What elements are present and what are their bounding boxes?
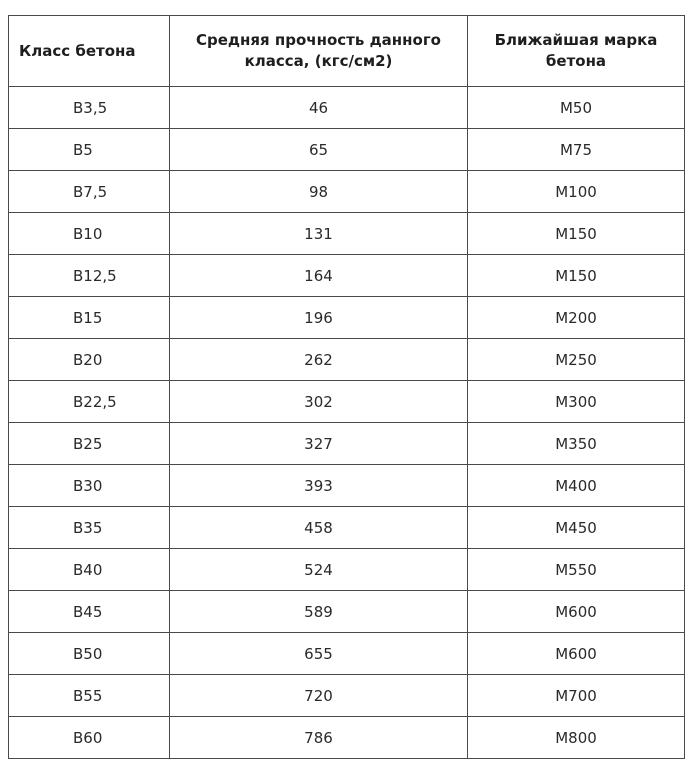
header-average-strength: Средняя прочность данного класса, (кгс/см2) xyxy=(170,16,468,87)
table-row xyxy=(9,633,685,675)
cell-average-strength: 589 xyxy=(170,591,468,633)
table-row xyxy=(9,87,685,129)
cell-concrete-class: B10 xyxy=(9,213,170,255)
cell-average-strength: 262 xyxy=(170,339,468,381)
cell-concrete-class: B12,5 xyxy=(9,255,170,297)
cell-average-strength: 524 xyxy=(170,549,468,591)
cell-nearest-grade: M75 xyxy=(468,129,685,171)
cell-nearest-grade: M300 xyxy=(468,381,685,423)
cell-nearest-grade: M150 xyxy=(468,255,685,297)
cell-concrete-class: B20 xyxy=(9,339,170,381)
table-row xyxy=(9,465,685,507)
cell-concrete-class: B50 xyxy=(9,633,170,675)
cell-nearest-grade: M550 xyxy=(468,549,685,591)
header-nearest-grade: Ближайшая марка бетона xyxy=(468,16,685,87)
cell-nearest-grade: M600 xyxy=(468,633,685,675)
cell-concrete-class: B40 xyxy=(9,549,170,591)
table-row xyxy=(9,591,685,633)
cell-concrete-class: B35 xyxy=(9,507,170,549)
cell-nearest-grade: M150 xyxy=(468,213,685,255)
cell-nearest-grade: M450 xyxy=(468,507,685,549)
cell-concrete-class: B30 xyxy=(9,465,170,507)
cell-average-strength: 98 xyxy=(170,171,468,213)
header-concrete-class: Класс бетона xyxy=(9,16,170,87)
table-row xyxy=(9,129,685,171)
table-header xyxy=(9,16,685,87)
cell-concrete-class: B15 xyxy=(9,297,170,339)
table-row xyxy=(9,717,685,759)
cell-concrete-class: B55 xyxy=(9,675,170,717)
table-row xyxy=(9,507,685,549)
cell-average-strength: 196 xyxy=(170,297,468,339)
cell-concrete-class: B5 xyxy=(9,129,170,171)
cell-nearest-grade: M400 xyxy=(468,465,685,507)
cell-nearest-grade: M200 xyxy=(468,297,685,339)
cell-concrete-class: B45 xyxy=(9,591,170,633)
cell-concrete-class: B60 xyxy=(9,717,170,759)
table-row xyxy=(9,381,685,423)
cell-average-strength: 302 xyxy=(170,381,468,423)
cell-nearest-grade: M250 xyxy=(468,339,685,381)
table-row xyxy=(9,675,685,717)
cell-average-strength: 46 xyxy=(170,87,468,129)
table-row xyxy=(9,171,685,213)
cell-concrete-class: B25 xyxy=(9,423,170,465)
cell-nearest-grade: M350 xyxy=(468,423,685,465)
cell-average-strength: 164 xyxy=(170,255,468,297)
cell-nearest-grade: M50 xyxy=(468,87,685,129)
table-body xyxy=(9,87,685,759)
concrete-class-table xyxy=(8,15,685,759)
cell-average-strength: 131 xyxy=(170,213,468,255)
table-row xyxy=(9,255,685,297)
cell-concrete-class: B22,5 xyxy=(9,381,170,423)
cell-concrete-class: B3,5 xyxy=(9,87,170,129)
cell-average-strength: 655 xyxy=(170,633,468,675)
cell-nearest-grade: M100 xyxy=(468,171,685,213)
table-row xyxy=(9,297,685,339)
table-row xyxy=(9,423,685,465)
cell-concrete-class: B7,5 xyxy=(9,171,170,213)
cell-average-strength: 786 xyxy=(170,717,468,759)
cell-nearest-grade: M600 xyxy=(468,591,685,633)
cell-average-strength: 327 xyxy=(170,423,468,465)
cell-average-strength: 720 xyxy=(170,675,468,717)
cell-average-strength: 393 xyxy=(170,465,468,507)
cell-average-strength: 458 xyxy=(170,507,468,549)
cell-nearest-grade: M700 xyxy=(468,675,685,717)
cell-nearest-grade: M800 xyxy=(468,717,685,759)
table-row xyxy=(9,339,685,381)
header-row xyxy=(9,16,685,87)
table-row xyxy=(9,213,685,255)
cell-average-strength: 65 xyxy=(170,129,468,171)
table-row xyxy=(9,549,685,591)
